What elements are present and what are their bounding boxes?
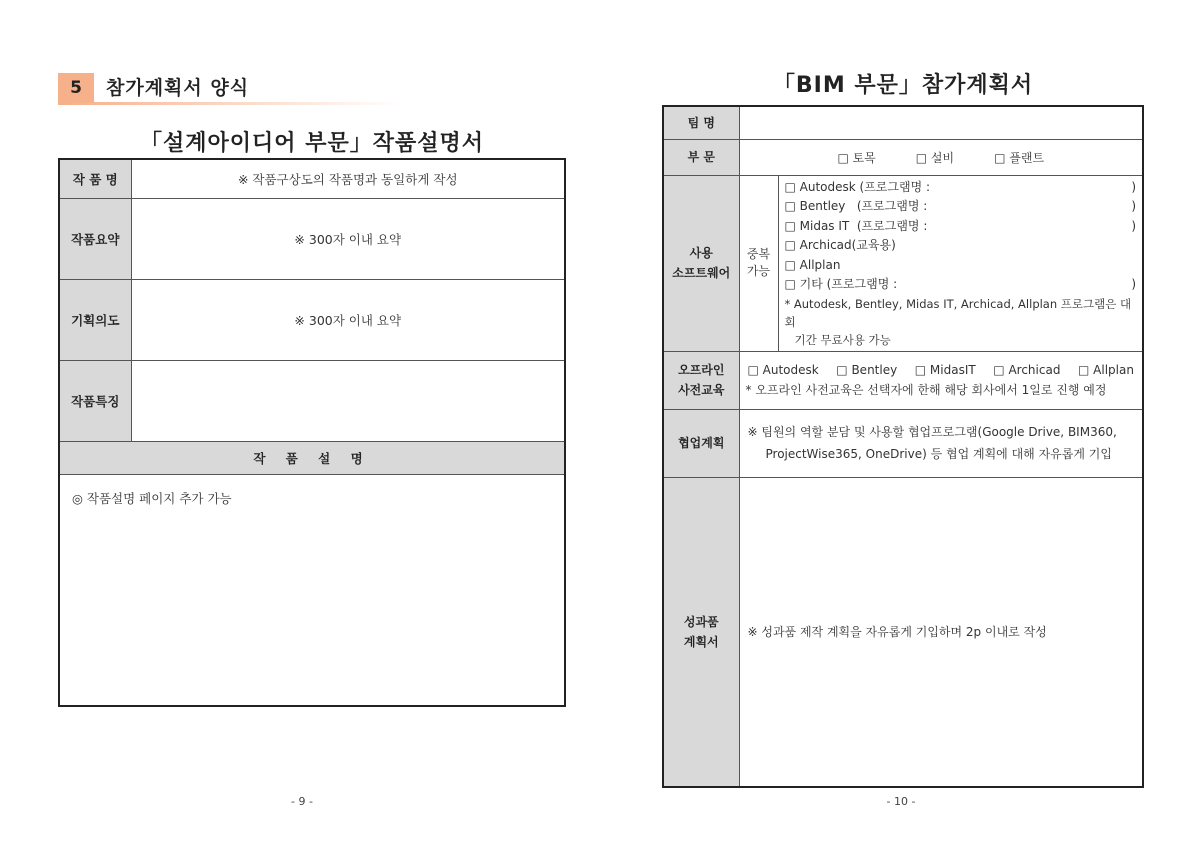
duplicate-allowed-label xyxy=(740,176,779,351)
dept-plant-checkbox[interactable]: □ 플랜트 xyxy=(994,150,1045,165)
software-list xyxy=(779,176,1143,351)
deliverable-label-line2: 계획서 xyxy=(683,634,719,649)
software-item-close: ) xyxy=(1131,218,1136,233)
software-item-text: □ Allplan xyxy=(784,257,841,272)
collaboration-note-line1: ※ 팀원의 역할 분담 및 사용할 협업프로그램(Google Drive, BIM360, xyxy=(747,425,1117,439)
work-summary-label: 작품요약 xyxy=(59,198,131,279)
planning-intent-field[interactable]: ※ 300자 이내 요약 xyxy=(131,279,565,360)
offline-label-line1: 오프라인 xyxy=(678,363,725,377)
table-row xyxy=(59,159,565,198)
design-idea-doc-title: 「설계아이디어 부문」작품설명서 xyxy=(140,131,484,156)
page-number-right: - 10 - xyxy=(886,795,916,808)
table-row xyxy=(663,477,1143,787)
table-row xyxy=(663,139,1143,175)
software-item-close: ) xyxy=(1131,179,1136,194)
software-item-archicad[interactable] xyxy=(785,236,1137,256)
section-title: 참가계획서 양식 xyxy=(106,77,250,99)
collaboration-note-line2: ProjectWise365, OneDrive) 등 협업 계획에 대해 자유롭게 기입 xyxy=(765,447,1112,461)
collaboration-label: 협업계획 xyxy=(663,409,739,477)
software-label-line1: 사용 xyxy=(689,246,713,260)
table-row xyxy=(59,441,565,474)
section-number: 5 xyxy=(58,73,94,103)
deliverable-label-line1: 성과품 xyxy=(683,614,719,629)
dept-facility-checkbox[interactable]: □ 설비 xyxy=(915,150,955,165)
software-label-line2: 소프트웨어 xyxy=(672,266,731,280)
table-row xyxy=(59,360,565,441)
department-options xyxy=(739,139,1143,175)
software-item-other[interactable] xyxy=(785,275,1137,295)
bim-plan-form-table xyxy=(662,105,1144,788)
software-item-close: ) xyxy=(1131,277,1136,291)
table-row xyxy=(663,409,1143,477)
offline-allplan-checkbox[interactable]: □ Allplan xyxy=(1078,362,1134,377)
work-name-label: 작 품 명 xyxy=(59,159,131,198)
planning-intent-label: 기획의도 xyxy=(59,279,131,360)
software-note-line1: * Autodesk, Bentley, Midas IT, Archicad, Allplan 프로그램은 대회 xyxy=(784,296,1132,329)
offline-training-cell xyxy=(739,351,1143,409)
work-features-field[interactable] xyxy=(131,360,565,441)
dept-civil-checkbox[interactable]: □ 토목 xyxy=(837,150,876,165)
software-item-bentley[interactable] xyxy=(785,197,1137,217)
offline-autodesk-checkbox[interactable]: □ Autodesk xyxy=(747,362,819,377)
table-row xyxy=(663,106,1143,139)
software-free-note xyxy=(785,295,1137,349)
collaboration-field[interactable] xyxy=(739,409,1143,477)
duplicate-label-line1: 중복 xyxy=(746,247,771,261)
software-item-allplan[interactable] xyxy=(785,256,1137,276)
software-item-text: □ Archicad(교육용) xyxy=(784,238,896,252)
table-row xyxy=(663,351,1143,409)
work-description-field[interactable] xyxy=(59,474,565,706)
offline-training-label xyxy=(663,351,739,409)
offline-label-line2: 사전교육 xyxy=(678,383,725,397)
work-description-note: ◎ 작품설명 페이지 추가 가능 xyxy=(72,490,232,506)
team-name-field[interactable] xyxy=(739,106,1143,139)
offline-midasit-checkbox[interactable]: □ MidasIT xyxy=(914,362,976,377)
software-item-close: ) xyxy=(1131,199,1136,213)
work-description-header: 작 품 설 명 xyxy=(59,441,565,474)
software-item-text: □ Bentley (프로그램명 : xyxy=(784,199,928,213)
table-row xyxy=(59,198,565,279)
work-summary-field[interactable]: ※ 300자 이내 요약 xyxy=(131,198,565,279)
team-name-label: 팀 명 xyxy=(663,106,739,139)
section-underline xyxy=(58,102,403,105)
duplicate-label-line2: 가능 xyxy=(746,264,771,278)
software-item-text: □ Autodesk (프로그램명 : xyxy=(784,179,931,194)
software-item-text: □ 기타 (프로그램명 : xyxy=(784,277,898,291)
software-cell xyxy=(739,175,1143,351)
work-features-label: 작품특징 xyxy=(59,360,131,441)
offline-training-note: * 오프라인 사전교육은 선택자에 한해 해당 회사에서 1일로 진행 예정 xyxy=(745,382,1107,397)
department-label: 부 문 xyxy=(663,139,739,175)
software-label xyxy=(663,175,739,351)
table-row xyxy=(59,474,565,706)
table-row xyxy=(663,175,1143,351)
offline-bentley-checkbox[interactable]: □ Bentley xyxy=(836,362,898,377)
offline-archicad-checkbox[interactable]: □ Archicad xyxy=(993,362,1061,377)
page-number-left: - 9 - xyxy=(291,795,313,808)
software-item-text: □ Midas IT (프로그램명 : xyxy=(784,218,928,233)
software-item-autodesk[interactable] xyxy=(785,178,1137,198)
table-row xyxy=(59,279,565,360)
software-note-line2: 기간 무료사용 가능 xyxy=(794,332,891,347)
design-idea-form-table xyxy=(58,158,566,707)
work-name-field[interactable]: ※ 작품구상도의 작품명과 동일하게 작성 xyxy=(131,159,565,198)
deliverable-plan-label xyxy=(663,477,739,787)
bim-doc-title: 「BIM 부문」참가계획서 xyxy=(772,73,1034,98)
software-item-midas[interactable] xyxy=(785,217,1137,237)
deliverable-plan-field[interactable]: ※ 성과품 제작 계획을 자유롭게 기입하며 2p 이내로 작성 xyxy=(739,477,1143,787)
